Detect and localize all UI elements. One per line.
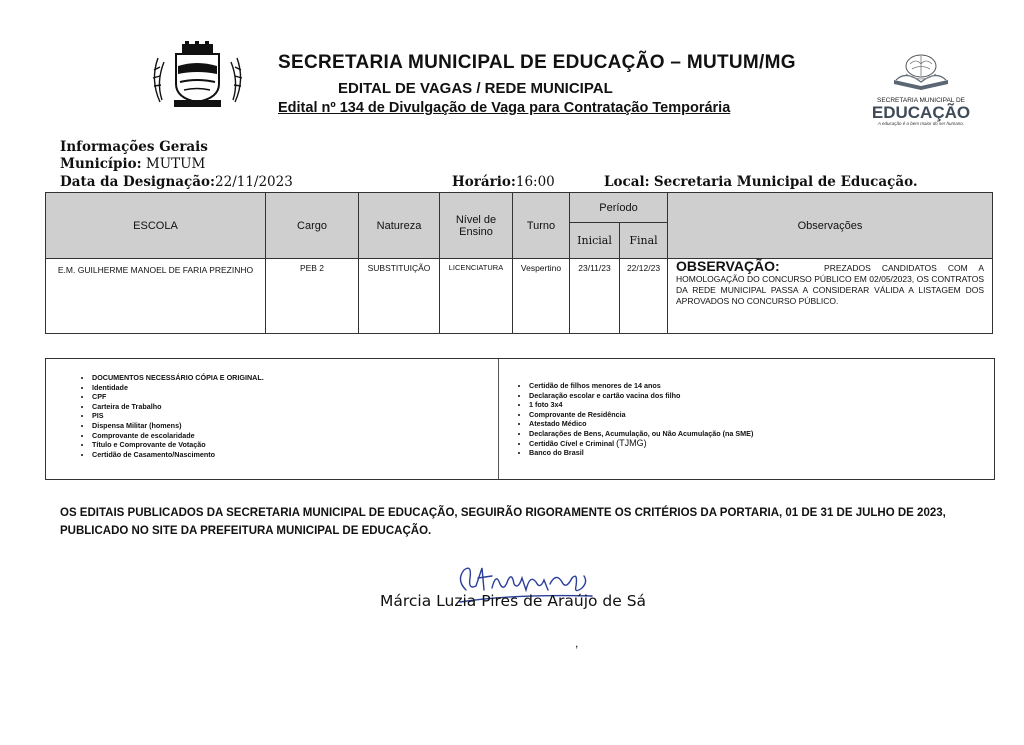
list-item: • Título e Comprovante de Votação xyxy=(92,440,264,450)
education-logo xyxy=(866,50,976,126)
list-item: • 1 foto 3x4 xyxy=(529,400,753,410)
cell-nivel: LICENCIATURA xyxy=(440,259,513,334)
notice-text: OS EDITAIS PUBLICADOS DA SECRETARIA MUNICIPAL DE EDUCAÇÃO, SEGUIRÃO RIGORAMENTE OS CRITÉRIOS DA PORTARIA, 01 DE 31 DE JULHO DE 2023, PUBLICADO NO SITE DA PREFEITURA MUNICIPAL DE EDUCAÇÃO. xyxy=(60,507,946,537)
vacancy-table xyxy=(45,192,993,334)
list-item: • Carteira de Trabalho xyxy=(92,402,264,412)
header-cargo: Cargo xyxy=(266,193,359,259)
cell-inicial: 23/11/23 xyxy=(570,259,620,334)
logo-subtitle: SECRETARIA MUNICIPAL DE xyxy=(876,97,966,104)
list-item: • Declaração escolar e cartão vacina dos filho xyxy=(529,391,753,401)
page-subtitle: EDITAL DE VAGAS / REDE MUNICIPAL xyxy=(338,80,613,97)
tjmg-note: (TJMG) xyxy=(616,437,647,448)
list-item: • Dispensa Militar (homens) xyxy=(92,421,264,431)
header-escola: ESCOLA xyxy=(46,193,266,259)
header-turno: Turno xyxy=(513,193,570,259)
header-observacoes: Observações xyxy=(668,193,993,259)
municipal-crest-icon xyxy=(140,40,255,110)
table-row xyxy=(46,259,993,334)
obs-heading: OBSERVAÇÃO: xyxy=(676,258,780,274)
municipio-label: Município: xyxy=(60,156,142,172)
documents-divider xyxy=(498,359,499,479)
list-item: • Comprovante de Residência xyxy=(529,410,753,420)
designation-date-line xyxy=(60,174,293,190)
list-item: • Certidão de Casamento/Nascimento xyxy=(92,450,264,460)
location-line xyxy=(604,174,918,190)
municipio-line xyxy=(60,156,205,172)
cell-natureza: SUBSTITUIÇÃO xyxy=(359,259,440,334)
certidao-civel-label: Certidão Cível e Criminal xyxy=(529,438,615,448)
time-value: 16:00 xyxy=(515,174,555,190)
obs-text: PREZADOS CANDIDATOS COM A HOMOLOGAÇÃO DO CONCURSO PÚBLICO EM 02/05/2023, OS CONTRATOS DA REDE MUNICIPAL PASSA A CONSIDERAR VÁLIDA A LISTAGEM DOS APROVADOS NO CONCURSO PÚBLICO. xyxy=(676,263,984,306)
designation-date-value: 22/11/2023 xyxy=(215,174,293,190)
brain-book-icon xyxy=(894,55,948,90)
cell-cargo: PEB 2 xyxy=(266,259,359,334)
stray-mark: , xyxy=(575,636,579,650)
cell-turno: Vespertino xyxy=(513,259,570,334)
logo-tagline: A educação é o bem maior do ser humano. xyxy=(877,121,965,126)
header-nivel: Nível de Ensino xyxy=(440,193,513,259)
header-inicial: Inicial xyxy=(570,223,620,259)
list-item: • PIS xyxy=(92,411,264,421)
list-item xyxy=(529,439,753,449)
location-label: Local: xyxy=(604,174,650,190)
list-item: • Atestado Médico xyxy=(529,419,753,429)
cell-escola: E.M. GUILHERME MANOEL DE FARIA PREZINHO xyxy=(46,259,266,334)
time-label: Horário: xyxy=(452,174,516,190)
location-value: Secretaria Municipal de Educação. xyxy=(653,174,918,190)
designation-date-label: Data da Designação: xyxy=(60,174,216,190)
header-natureza: Natureza xyxy=(359,193,440,259)
list-item: • Identidade xyxy=(92,383,264,393)
list-item: • Banco do Brasil xyxy=(529,448,753,458)
documents-right-column xyxy=(511,381,753,458)
edital-title: Edital nº 134 de Divulgação de Vaga para Contratação Temporária xyxy=(278,100,731,116)
list-item: • CPF xyxy=(92,392,264,402)
page-title: SECRETARIA MUNICIPAL DE EDUCAÇÃO – MUTUM/MG xyxy=(278,52,796,73)
list-item: • Declarações de Bens, Acumulação, ou Não Acumulação (na SME) xyxy=(529,429,753,439)
signer-name: Márcia Luzia Pires de Araújo de Sá xyxy=(380,592,647,610)
documents-box xyxy=(45,358,995,480)
info-title: Informações Gerais xyxy=(60,139,208,155)
list-item: • DOCUMENTOS NECESSÁRIO CÓPIA E ORIGINAL. xyxy=(92,373,264,383)
list-item: • Certidão de filhos menores de 14 anos xyxy=(529,381,753,391)
documents-left-column xyxy=(74,373,264,459)
municipio-value: MUTUM xyxy=(145,156,206,172)
time-line xyxy=(452,174,555,190)
cell-final: 22/12/23 xyxy=(620,259,668,334)
header-periodo: Período xyxy=(570,193,668,223)
logo-title: EDUCAÇÃO xyxy=(871,103,971,122)
cell-observacoes xyxy=(668,259,993,334)
list-item: • Comprovante de escolaridade xyxy=(92,431,264,441)
header-final: Final xyxy=(620,223,668,259)
